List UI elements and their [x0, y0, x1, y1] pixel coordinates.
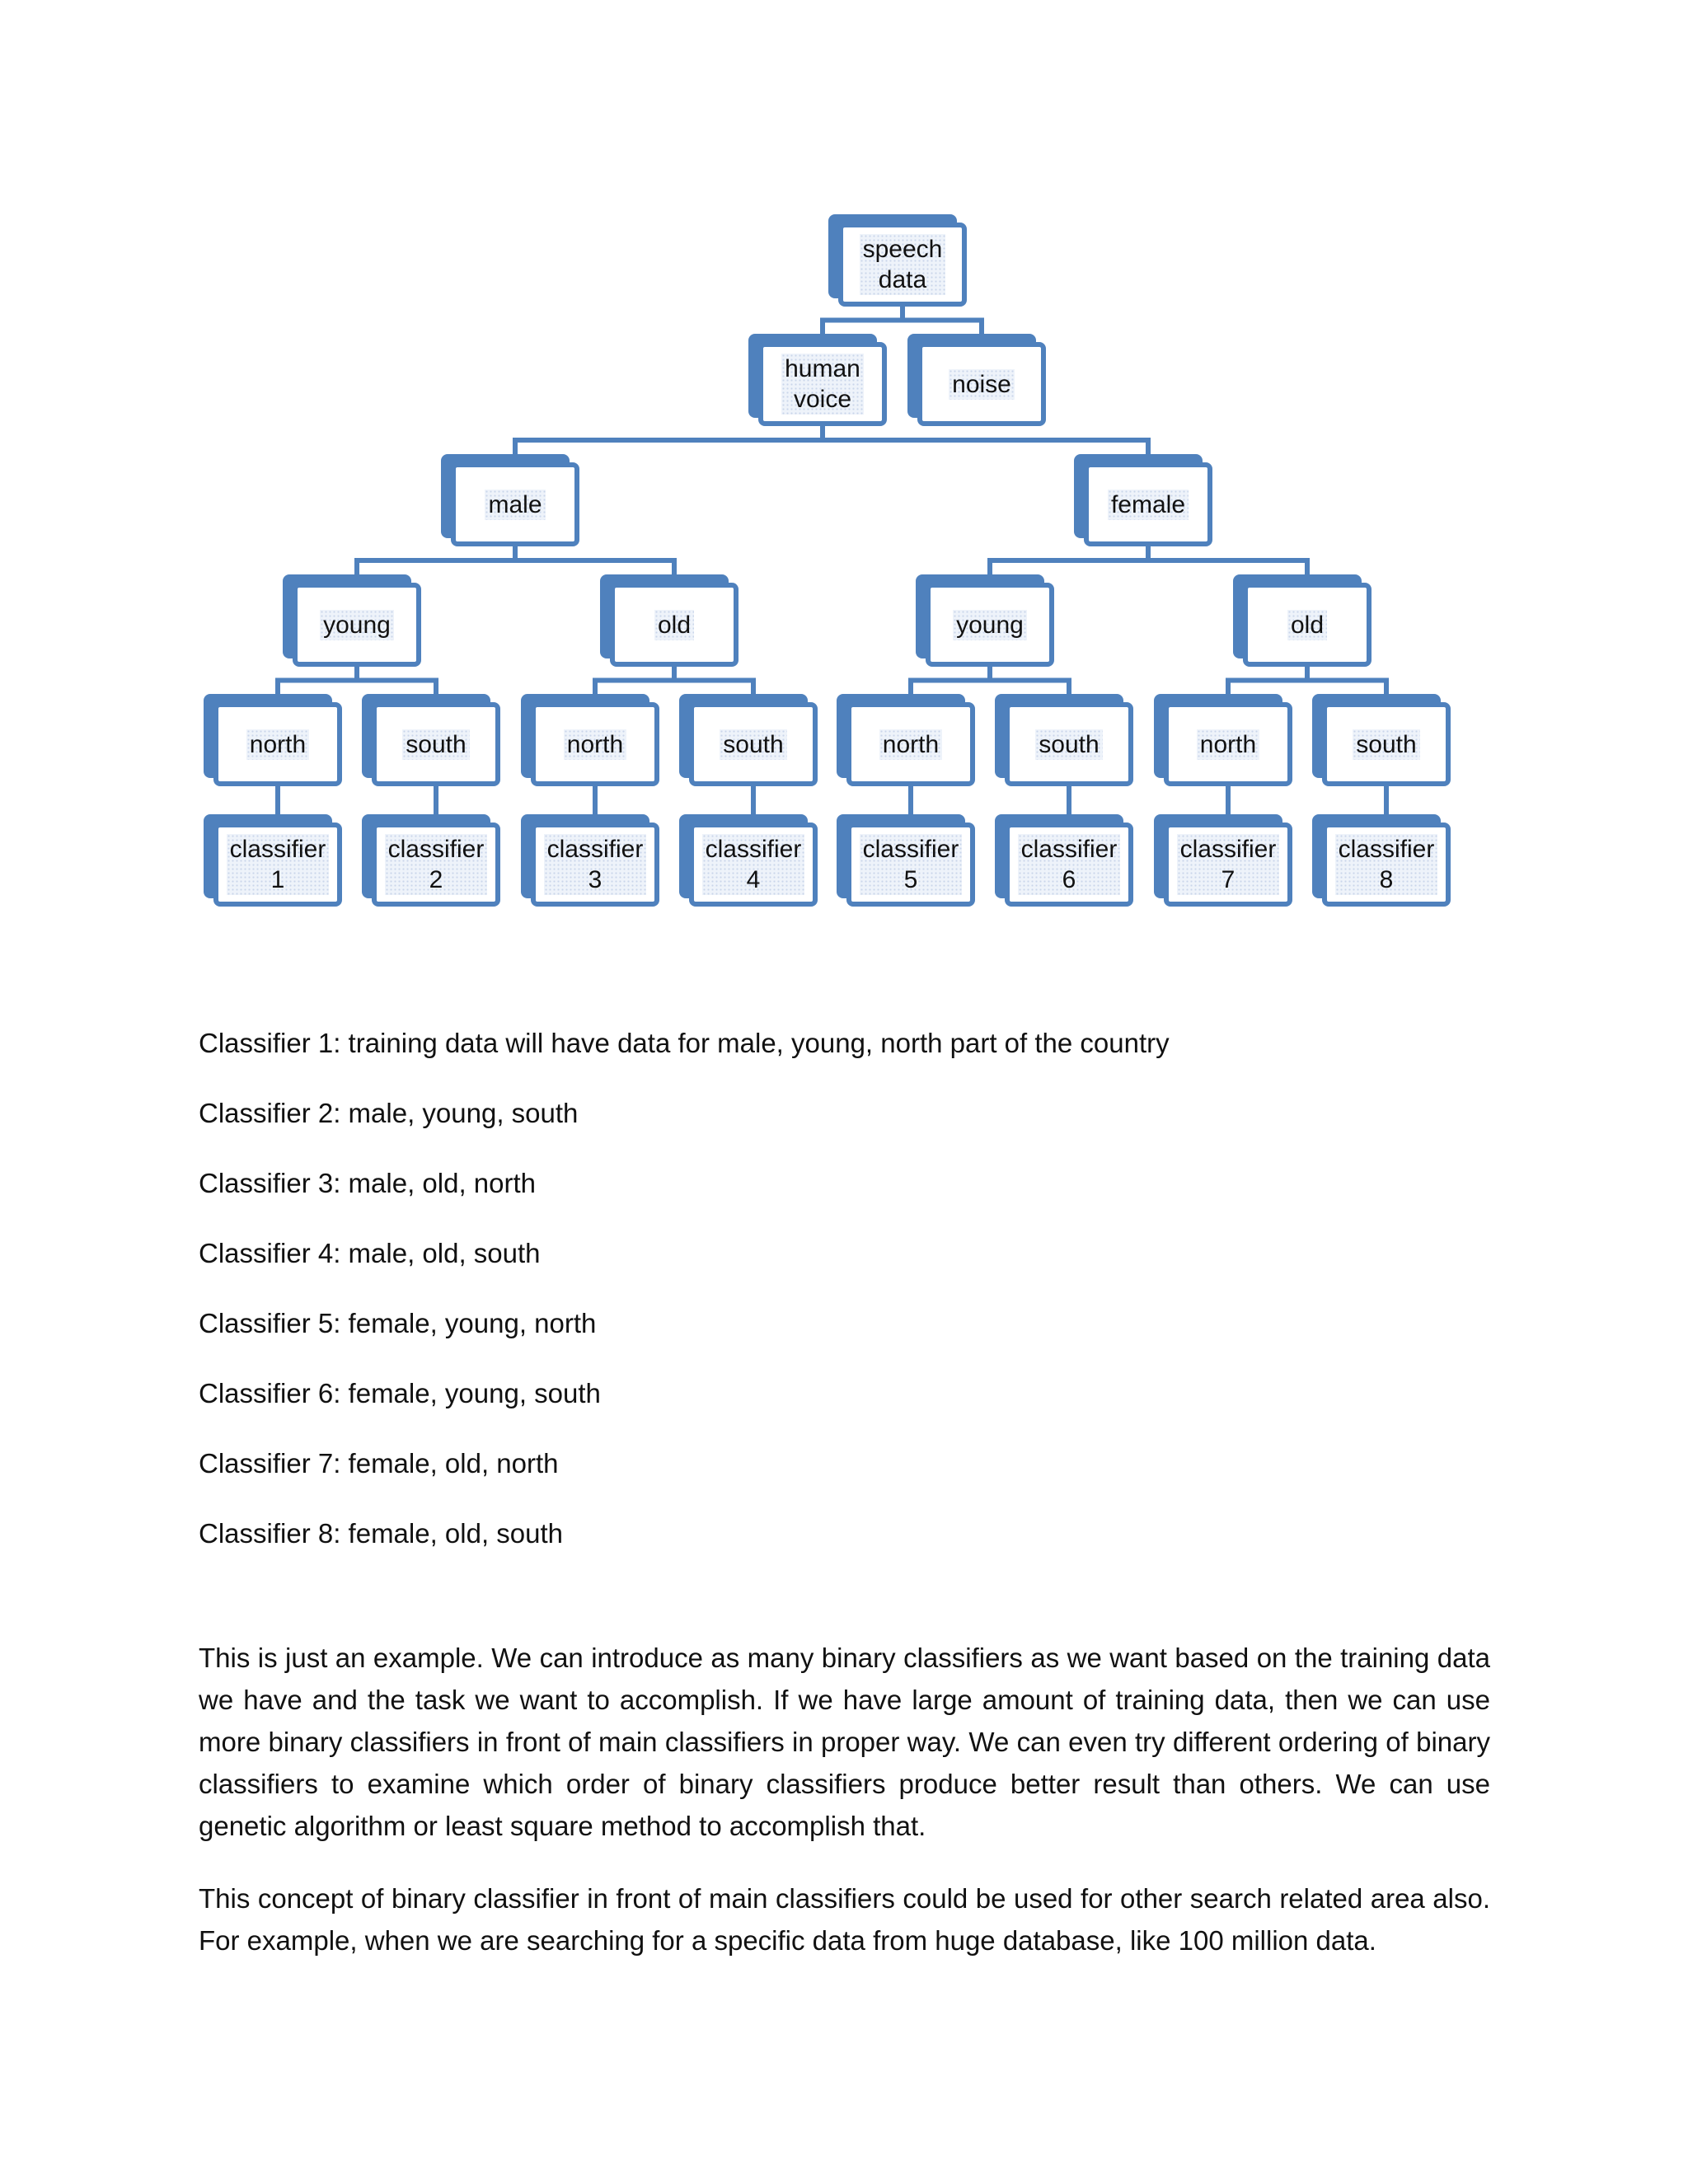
node-noise — [907, 334, 1046, 426]
node-label: human voice — [781, 354, 864, 415]
node-label: classifier 7 — [1177, 834, 1280, 895]
node-south-4 — [1312, 694, 1451, 786]
classifier-list-item: Classifier 3: male, old, north — [199, 1168, 537, 1198]
node-south-3 — [995, 694, 1133, 786]
node-box — [1005, 823, 1133, 907]
node-box — [1164, 702, 1292, 786]
node-box — [917, 342, 1046, 426]
node-female — [1074, 454, 1212, 546]
classifier-list-item: Classifier 2: male, young, south — [199, 1098, 579, 1128]
classifier-list-item: Classifier 1: training data will have data for male, young, north part of the country — [199, 1028, 1170, 1058]
node-male — [441, 454, 579, 546]
node-label: classifier 8 — [1335, 834, 1438, 895]
node-label: classifier 6 — [1018, 834, 1121, 895]
node-label: classifier 2 — [385, 834, 488, 895]
node-male-old — [600, 574, 738, 667]
node-box — [846, 702, 975, 786]
node-box — [846, 823, 975, 907]
classifier-list-item: Classifier 5: female, young, north — [199, 1308, 597, 1338]
node-label: south — [1035, 729, 1102, 760]
node-male-young — [283, 574, 421, 667]
node-classifier-7 — [1154, 814, 1292, 907]
node-box — [1322, 823, 1451, 907]
node-north-3 — [837, 694, 975, 786]
node-box — [372, 702, 500, 786]
node-south-2 — [679, 694, 818, 786]
node-classifier-5 — [837, 814, 975, 907]
node-north-2 — [521, 694, 659, 786]
node-box — [1084, 462, 1212, 546]
node-label: female — [1108, 490, 1189, 520]
node-label: noise — [949, 369, 1015, 400]
node-box — [1243, 583, 1372, 667]
node-box — [1164, 823, 1292, 907]
node-label: speech data — [860, 234, 946, 295]
node-label: classifier 1 — [227, 834, 330, 895]
node-box — [926, 583, 1054, 667]
node-root — [828, 214, 967, 307]
node-box — [610, 583, 738, 667]
node-box — [758, 342, 887, 426]
body-paragraph: This concept of binary classifier in front of main classifiers could be used for other search related area also. For example, when we are searching for a specific data from huge database, like 100 million data. — [199, 1883, 1490, 1956]
tree-connectors — [0, 0, 1688, 948]
node-human-voice — [748, 334, 887, 426]
node-box — [372, 823, 500, 907]
node-south-1 — [362, 694, 500, 786]
node-classifier-8 — [1312, 814, 1451, 907]
node-box — [838, 223, 967, 307]
node-north-4 — [1154, 694, 1292, 786]
node-box — [451, 462, 579, 546]
node-label: south — [1353, 729, 1419, 760]
node-north-1 — [204, 694, 342, 786]
node-box — [689, 702, 818, 786]
classifier-list-item: Classifier 4: male, old, south — [199, 1238, 541, 1268]
node-box — [213, 823, 342, 907]
node-label: north — [879, 729, 942, 760]
classifier-list-item: Classifier 8: female, old, south — [199, 1518, 564, 1549]
node-box — [689, 823, 818, 907]
body-paragraph: This is just an example. We can introduce as many binary classifiers as we want based on the training data we have and the task we want to accomplish. If we have large amount of training data, then we can use more binary classifiers in front of main classifiers in proper way. We can even try different ordering of binary classifiers to examine which order of binary classifiers produce better result than others. We can use genetic algorithm or least square method to accomplish that. — [199, 1643, 1490, 1841]
node-label: male — [485, 490, 545, 520]
classifier-list-item: Classifier 7: female, old, north — [199, 1448, 559, 1479]
node-label: old — [1287, 610, 1327, 640]
node-classifier-2 — [362, 814, 500, 907]
node-box — [531, 823, 659, 907]
node-label: young — [320, 610, 394, 640]
classifier-list-item: Classifier 6: female, young, south — [199, 1378, 601, 1408]
node-label: north — [1197, 729, 1259, 760]
node-label: young — [953, 610, 1027, 640]
node-box — [1322, 702, 1451, 786]
node-box — [531, 702, 659, 786]
node-classifier-6 — [995, 814, 1133, 907]
node-label: south — [402, 729, 469, 760]
node-box — [1005, 702, 1133, 786]
node-label: south — [720, 729, 786, 760]
node-label: north — [246, 729, 309, 760]
node-classifier-3 — [521, 814, 659, 907]
node-label: classifier 5 — [860, 834, 963, 895]
node-classifier-1 — [204, 814, 342, 907]
node-classifier-4 — [679, 814, 818, 907]
node-female-young — [916, 574, 1054, 667]
node-female-old — [1233, 574, 1372, 667]
node-label: classifier 4 — [702, 834, 805, 895]
node-label: old — [654, 610, 694, 640]
node-label: north — [564, 729, 626, 760]
node-box — [293, 583, 421, 667]
node-box — [213, 702, 342, 786]
node-label: classifier 3 — [544, 834, 647, 895]
